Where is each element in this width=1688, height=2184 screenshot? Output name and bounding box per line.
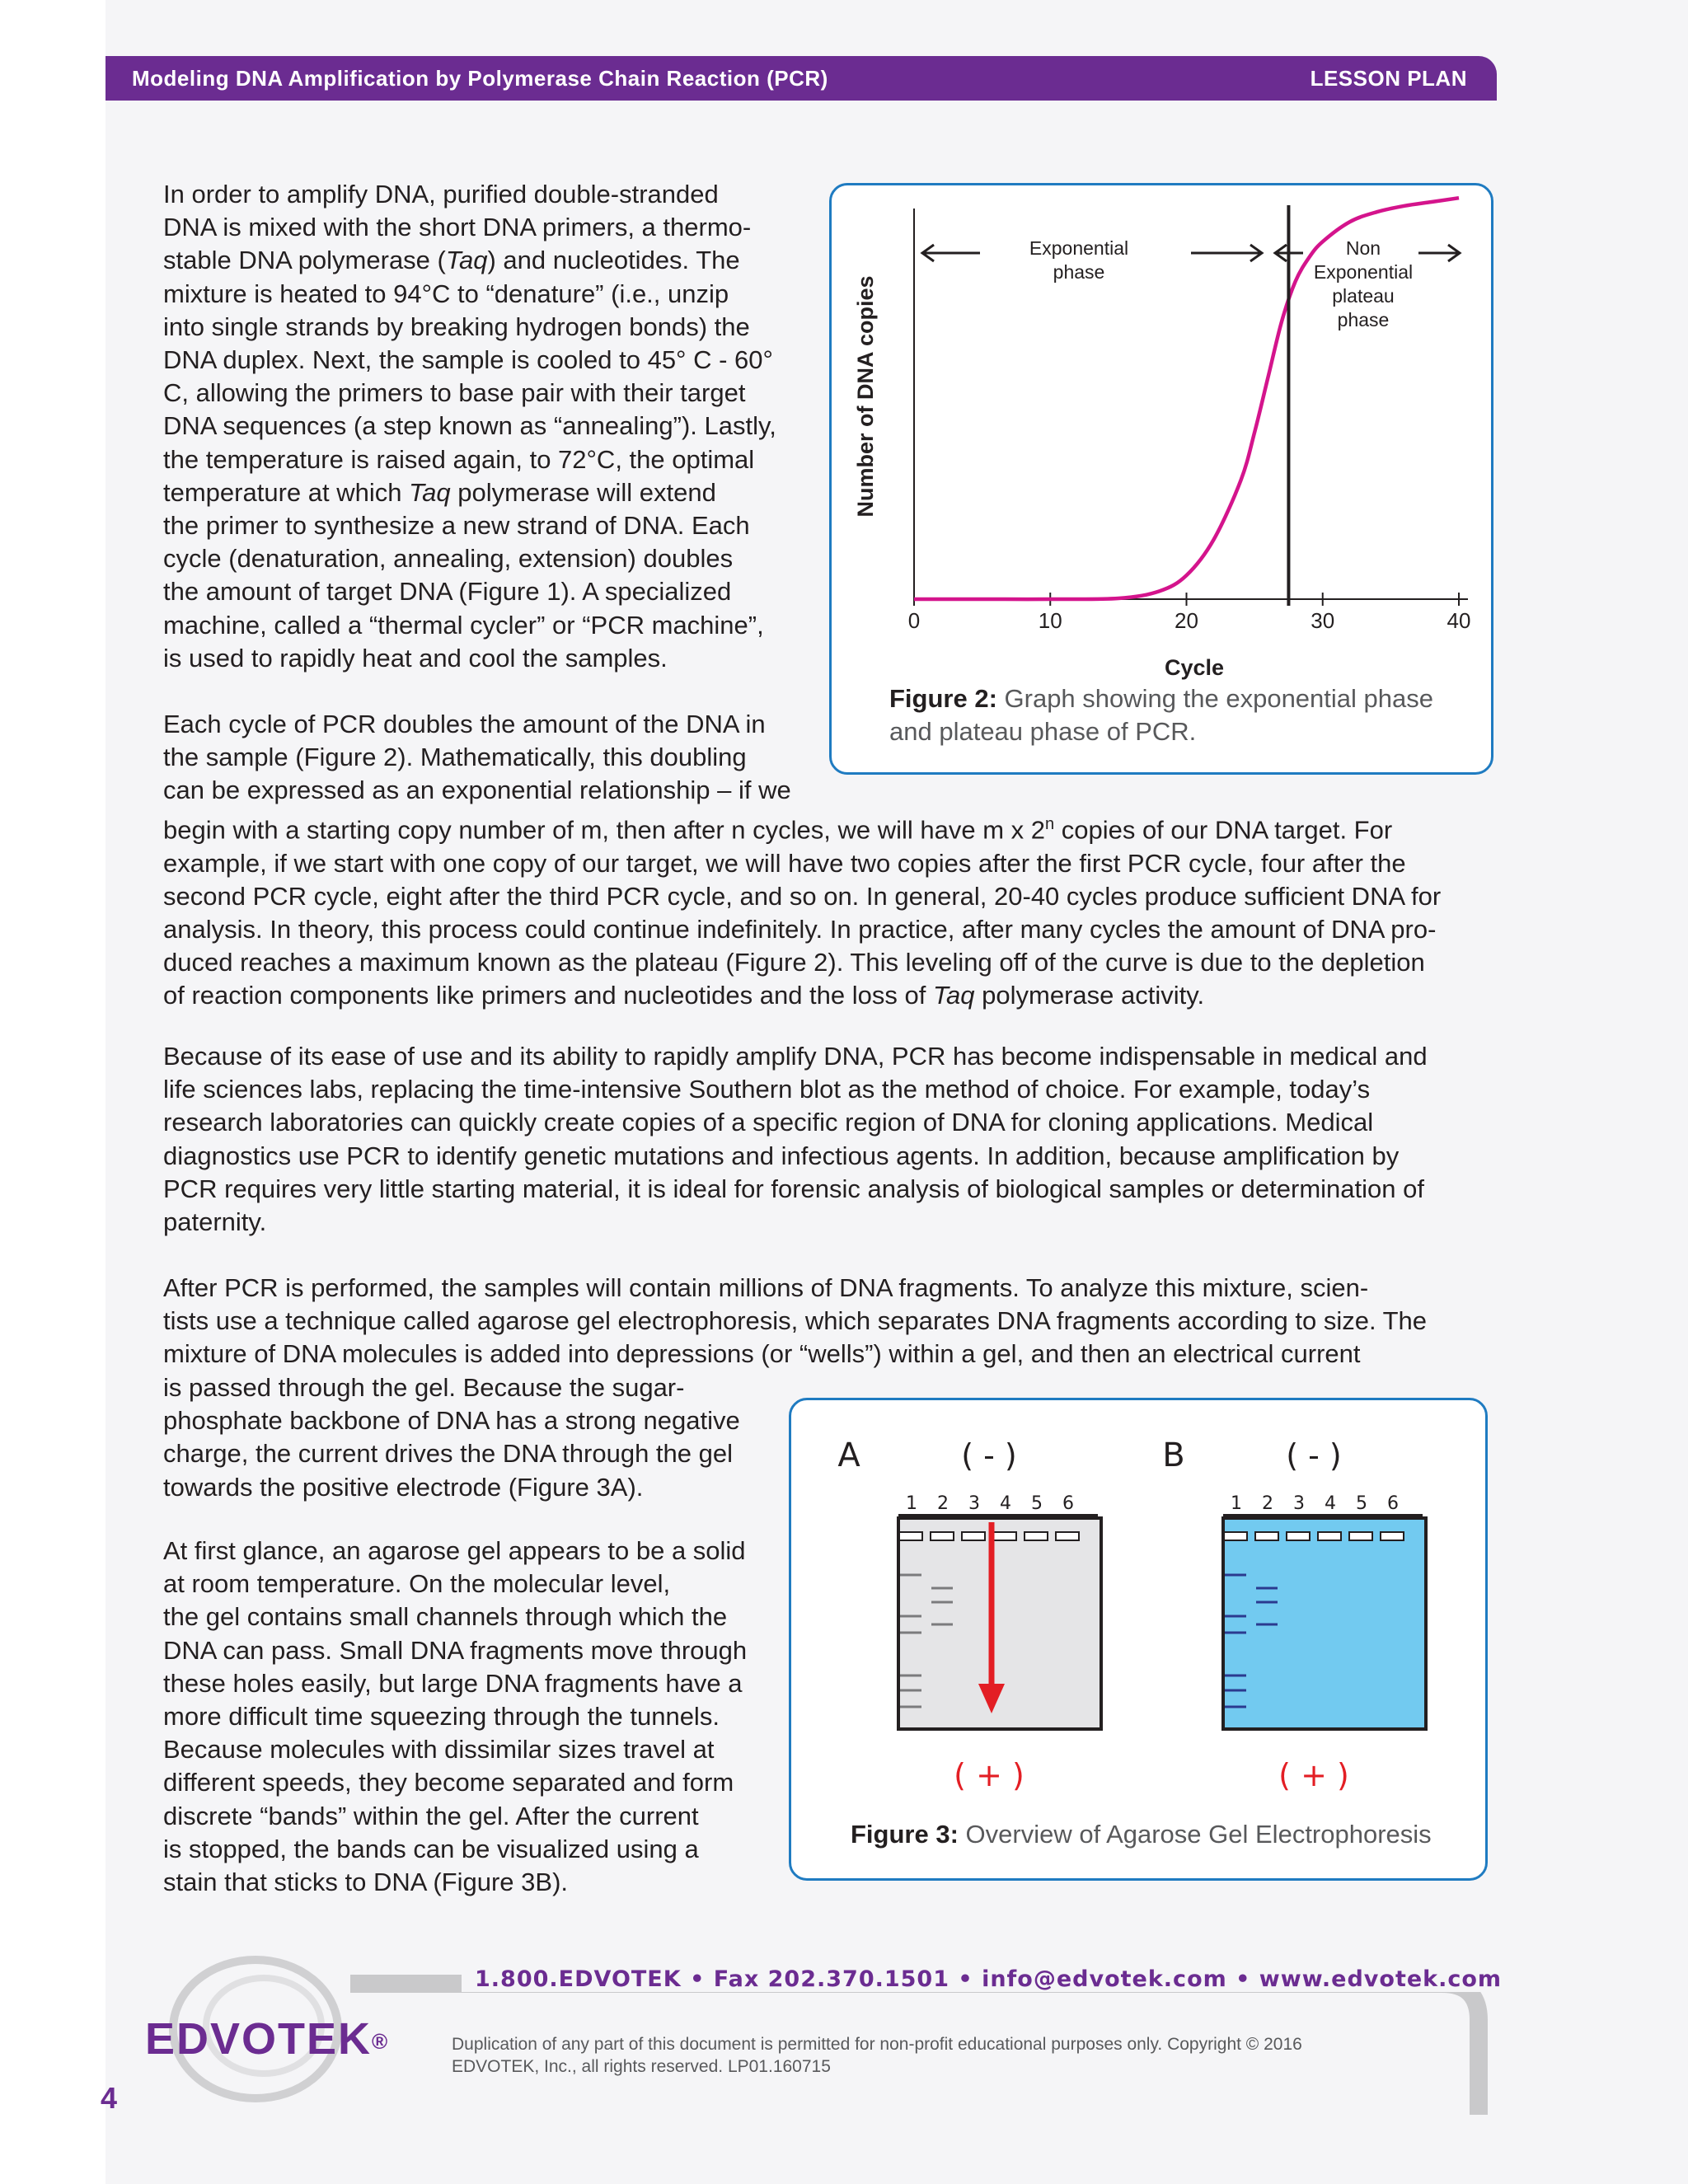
header-bar bbox=[106, 56, 1497, 101]
positive-electrode-b: ( + ) bbox=[1278, 1757, 1349, 1793]
paragraph-5 bbox=[163, 1535, 773, 1899]
paragraph-2-narrow bbox=[163, 708, 806, 808]
figure-3-box bbox=[789, 1398, 1488, 1881]
text-line: second PCR cycle, eight after the third PCR cycle, and so on. In general, 20-40 cycles produce sufficient DNA for bbox=[163, 881, 1442, 911]
gel-b bbox=[1223, 1518, 1426, 1729]
text-line: Because molecules with dissimilar sizes travel at bbox=[163, 1735, 715, 1765]
x-tick-label: 10 bbox=[1038, 608, 1062, 633]
positive-electrode-a: ( + ) bbox=[954, 1757, 1025, 1793]
annotation-plateau-phase: Non bbox=[1345, 237, 1381, 259]
text-line: cycle (denaturation, annealing, extension) doubles bbox=[163, 544, 734, 574]
text-line: tists use a technique called agarose gel electrophoresis, which separates DNA fragments according to size. The bbox=[163, 1306, 1428, 1336]
figure-2-box bbox=[829, 183, 1493, 775]
paragraph-3 bbox=[163, 1040, 1490, 1239]
text-line: DNA can pass. Small DNA fragments move through bbox=[163, 1635, 748, 1665]
annotation-plateau-phase: plateau bbox=[1332, 285, 1395, 307]
lane-number-b: 3 bbox=[1293, 1493, 1305, 1514]
text-line: can be expressed as an exponential relationship – if we bbox=[163, 776, 791, 805]
x-tick-label: 40 bbox=[1447, 608, 1471, 633]
paragraph-4-narrow bbox=[163, 1371, 773, 1504]
text-line: After PCR is performed, the samples will contain millions of DNA fragments. To analyze this mixture, scien- bbox=[163, 1273, 1369, 1302]
lane-number-b: 4 bbox=[1325, 1493, 1336, 1514]
text-line: temperature at which Taq polymerase will extend bbox=[163, 477, 716, 507]
x-tick-label: 30 bbox=[1311, 608, 1335, 633]
lane-number-a: 1 bbox=[906, 1493, 917, 1514]
lane-number-a: 4 bbox=[1000, 1493, 1011, 1514]
paragraph-2-full bbox=[163, 808, 1490, 1013]
well-b bbox=[1287, 1532, 1310, 1540]
lane-number-b: 5 bbox=[1356, 1493, 1367, 1514]
lane-number-a: 2 bbox=[937, 1493, 949, 1514]
text-line: mixture of DNA molecules is added into depressions (or “wells”) within a gel, and then an electrical current bbox=[163, 1339, 1361, 1369]
text-line: more difficult time squeezing through the tunnels. bbox=[163, 1702, 720, 1732]
panel-a-letter: A bbox=[837, 1436, 860, 1474]
text-line: analysis. In theory, this process could continue indefinitely. In practice, after many cycles the amount of DNA pro- bbox=[163, 914, 1437, 944]
figure-3-caption: Figure 3: Overview of Agarose Gel Electrophoresis bbox=[851, 1820, 1432, 1849]
negative-electrode-b: ( - ) bbox=[1286, 1437, 1342, 1474]
gel-a bbox=[898, 1518, 1101, 1729]
footer-contact: 1.800.EDVOTEK • Fax 202.370.1501 • info@edvotek.com • www.edvotek.com bbox=[462, 1966, 1515, 1992]
paragraph-1 bbox=[163, 178, 798, 675]
text-line: example, if we start with one copy of our target, we will have two copies after the first PCR cycle, four after the bbox=[163, 848, 1406, 878]
x-tick-label: 0 bbox=[907, 608, 921, 633]
x-axis-label: Cycle bbox=[1164, 655, 1225, 680]
text-line: machine, called a “thermal cycler” or “PCR machine”, bbox=[163, 610, 764, 640]
text-line: stable DNA polymerase (Taq) and nucleotides. The bbox=[163, 246, 740, 275]
annotation-exponential-phase: Exponential bbox=[1029, 237, 1129, 259]
paragraph-4-full bbox=[163, 1272, 1490, 1371]
footer-legal: Duplication of any part of this document is permitted for non-profit educational purposes only. Copyright © 2016 EDVOTEK, Inc., all rights reserved. LP01.160715 bbox=[452, 2035, 1302, 2076]
text-line: is stopped, the bands can be visualized using a bbox=[163, 1834, 699, 1863]
well-a bbox=[1056, 1532, 1079, 1540]
text-line: DNA sequences (a step known as “annealing”). Lastly, bbox=[163, 411, 776, 441]
text-line: research laboratories can quickly create copies of a specific region of DNA for cloning applications. Medical bbox=[163, 1108, 1374, 1137]
annotation-exponential-phase: phase bbox=[1053, 261, 1105, 283]
text-line: of reaction components like primers and nucleotides and the loss of Taq polymerase activity. bbox=[163, 981, 1205, 1010]
text-line: stain that sticks to DNA (Figure 3B). bbox=[163, 1868, 569, 1897]
y-axis-label: Number of DNA copies bbox=[853, 275, 878, 518]
text-line: discrete “bands” within the gel. After the current bbox=[163, 1801, 699, 1830]
caption-line: and plateau phase of PCR. bbox=[889, 717, 1197, 746]
text-line: is used to rapidly heat and cool the samples. bbox=[163, 643, 668, 673]
text-line: at room temperature. On the molecular level, bbox=[163, 1569, 671, 1599]
text-line: In order to amplify DNA, purified double-stranded bbox=[163, 180, 719, 209]
text-line: begin with a starting copy number of m, then after n cycles, we will have m x 2$^n$ copies of our DNA target. For bbox=[163, 815, 1393, 845]
lane-number-a: 5 bbox=[1031, 1493, 1043, 1514]
text-line: DNA duplex. Next, the sample is cooled to 45° C - 60° bbox=[163, 345, 773, 375]
page-number: 4 bbox=[101, 2081, 118, 2115]
text-line: Because of its ease of use and its ability to rapidly amplify DNA, PCR has become indispensable in medical and bbox=[163, 1042, 1428, 1071]
well-b bbox=[1318, 1532, 1341, 1540]
text-line: the sample (Figure 2). Mathematically, this doubling bbox=[163, 743, 747, 772]
text-line: DNA is mixed with the short DNA primers, a thermo- bbox=[163, 213, 752, 242]
annotation-plateau-phase: Exponential bbox=[1313, 261, 1414, 283]
footer-bracket bbox=[1401, 1975, 1500, 2123]
well-b bbox=[1349, 1532, 1372, 1540]
annotation-plateau-phase: phase bbox=[1337, 309, 1390, 330]
edvotek-logo: EDVOTEK® bbox=[145, 2014, 390, 2064]
well-b bbox=[1224, 1532, 1247, 1540]
lane-number-b: 1 bbox=[1231, 1493, 1242, 1514]
x-tick-label: 20 bbox=[1175, 608, 1198, 633]
text-line: PCR requires very little starting material, it is ideal for forensic analysis of biological samples or determination of bbox=[163, 1174, 1424, 1203]
lane-number-a: 6 bbox=[1062, 1493, 1074, 1514]
text-line: C, allowing the primers to base pair with their target bbox=[163, 378, 746, 408]
text-line: mixture is heated to 94°C to “denature” (i.e., unzip bbox=[163, 279, 729, 308]
text-line: the temperature is raised again, to 72°C, the optimal bbox=[163, 444, 755, 474]
text-line: duced reaches a maximum known as the plateau (Figure 2). This leveling off of the curve is due to the depletion bbox=[163, 948, 1425, 977]
negative-electrode-a: ( - ) bbox=[961, 1437, 1017, 1474]
text-line: into single strands by breaking hydrogen bonds) the bbox=[163, 312, 750, 341]
well-a bbox=[1025, 1532, 1048, 1540]
text-line: the gel contains small channels through which the bbox=[163, 1602, 728, 1632]
lane-number-a: 3 bbox=[968, 1493, 980, 1514]
well-a bbox=[899, 1532, 922, 1540]
header-title: Modeling DNA Amplification by Polymerase Chain Reaction (PCR) bbox=[132, 65, 828, 91]
text-line: Each cycle of PCR doubles the amount of the DNA in bbox=[163, 710, 766, 738]
text-line: the amount of target DNA (Figure 1). A specialized bbox=[163, 577, 732, 607]
text-line: the primer to synthesize a new strand of DNA. Each bbox=[163, 511, 750, 541]
text-line: is passed through the gel. Because the sugar- bbox=[163, 1373, 685, 1402]
text-line: diagnostics use PCR to identify genetic mutations and infectious agents. In addition, because amplification by bbox=[163, 1141, 1400, 1170]
text-line: life sciences labs, replacing the time-intensive Southern blot as the method of choice. For example, today’s bbox=[163, 1075, 1371, 1104]
panel-b-letter: B bbox=[1162, 1436, 1185, 1474]
text-line: these holes easily, but large DNA fragments have a bbox=[163, 1668, 743, 1698]
well-b bbox=[1255, 1532, 1278, 1540]
well-a bbox=[931, 1532, 954, 1540]
text-line: charge, the current drives the DNA through the gel bbox=[163, 1439, 734, 1469]
header-section: LESSON PLAN bbox=[1310, 65, 1467, 91]
text-line: towards the positive electrode (Figure 3A). bbox=[163, 1472, 644, 1502]
well-a bbox=[993, 1532, 1016, 1540]
text-line: different speeds, they become separated and form bbox=[163, 1768, 734, 1797]
well-a bbox=[962, 1532, 985, 1540]
gel-figure bbox=[791, 1400, 1485, 1812]
figure-2-caption bbox=[889, 682, 1483, 748]
well-b bbox=[1381, 1532, 1404, 1540]
pcr-chart bbox=[832, 185, 1491, 680]
caption-line: Figure 2: Graph showing the exponential phase bbox=[889, 684, 1433, 713]
text-line: At first glance, an agarose gel appears to be a solid bbox=[163, 1536, 746, 1565]
text-line: paternity. bbox=[163, 1207, 267, 1237]
lane-number-b: 6 bbox=[1387, 1493, 1399, 1514]
lane-number-b: 2 bbox=[1262, 1493, 1273, 1514]
text-line: phosphate backbone of DNA has a strong negative bbox=[163, 1406, 740, 1436]
